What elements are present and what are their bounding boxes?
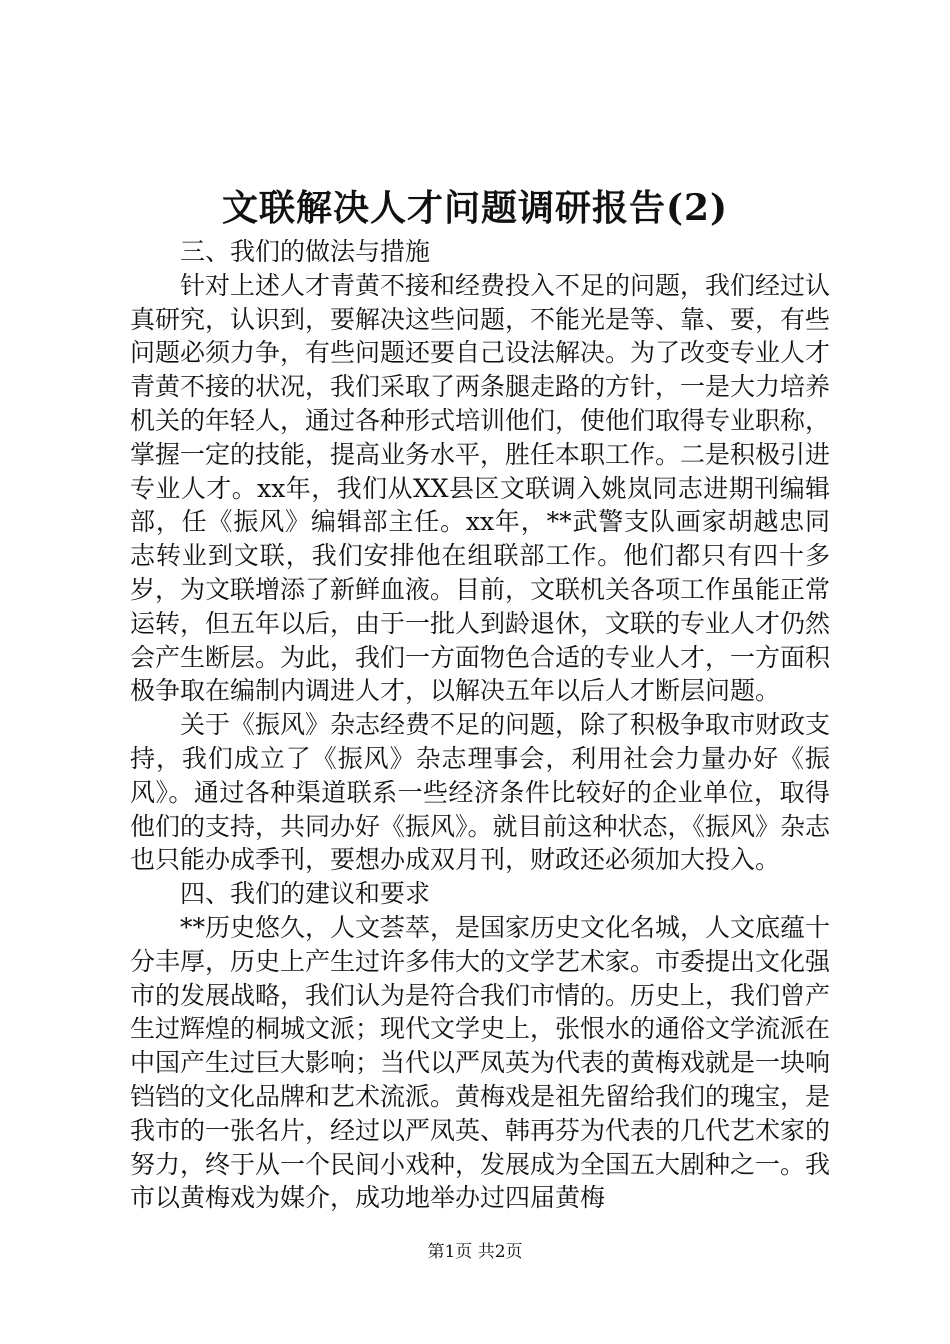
paragraph-suggestions: **历史悠久，人文荟萃，是国家历史文化名城，人文底蕴十分丰厚，历史上产生过许多伟大的文学艺术家。市委提出文化强市的发展战略，我们认为是符合我们市情的。历史上，我们曾产生过辉煌的桐城文派；现代文学史上，张恨水的通俗文学流派在中国产生过巨大影响；当代以严凤英为代表的黄梅戏就是一块响铛铛的文化品牌和艺术流派。黄梅戏是祖先留给我们的瑰宝，是我市的一张名片，经过以严凤英、韩再芬为代表的几代艺术家的努力，终于从一个民间小戏种，发展成为全国五大剧种之一。我市以黄梅戏为媒介，成功地举办过四届黄梅 [130, 912, 831, 1213]
document-body [130, 235, 830, 1215]
page-footer: 第1页 共2页 [427, 1242, 523, 1262]
section-heading-3: 三、我们的做法与措施 [180, 237, 431, 266]
document-title: 文联解决人才问题调研报告(2) [221, 187, 729, 229]
section-heading-4: 四、我们的建议和要求 [180, 879, 431, 909]
paragraph-measures: 针对上述人才青黄不接和经费投入不足的问题，我们经过认真研究，认识到，要解决这些问题，不能光是等、靠、要，有些问题必须力争，有些问题还要自己设法解决。为了改变专业人才青黄不接的状况，我们采取了两条腿走路的方针，一是大力培养机关的年轻人，通过各种形式培训他们，使他们取得专业职称，掌握一定的技能，提高业务水平，胜任本职工作。二是积极引进专业人才。xx年，我们从XX县区文联调入姚岚同志进期刊编辑部，任《振风》编辑部主任。xx年，**武警支队画家胡越忠同志转业到文联，我们安排他在组联部工作。他们都只有四十多岁，为文联增添了新鲜血液。目前，文联机关各项工作虽能正常运转，但五年以后，由于一批人到龄退休，文联的专业人才仍然会产生断层。为此，我们一方面物色合适的专业人才，一方面积极争取在编制内调进人才，以解决五年以后人才断层问题。 [130, 270, 831, 706]
paragraph-funding: 关于《振风》杂志经费不足的问题，除了积极争取市财政支持，我们成立了《振风》杂志理事会，利用社会力量办好《振风》。通过各种渠道联系一些经济条件比较好的企业单位，取得他们的支持，共同办好《振风》。就目前这种状态，《振风》杂志也只能办成季刊，要想办成双月刊，财政还必须加大投入。 [130, 710, 831, 875]
